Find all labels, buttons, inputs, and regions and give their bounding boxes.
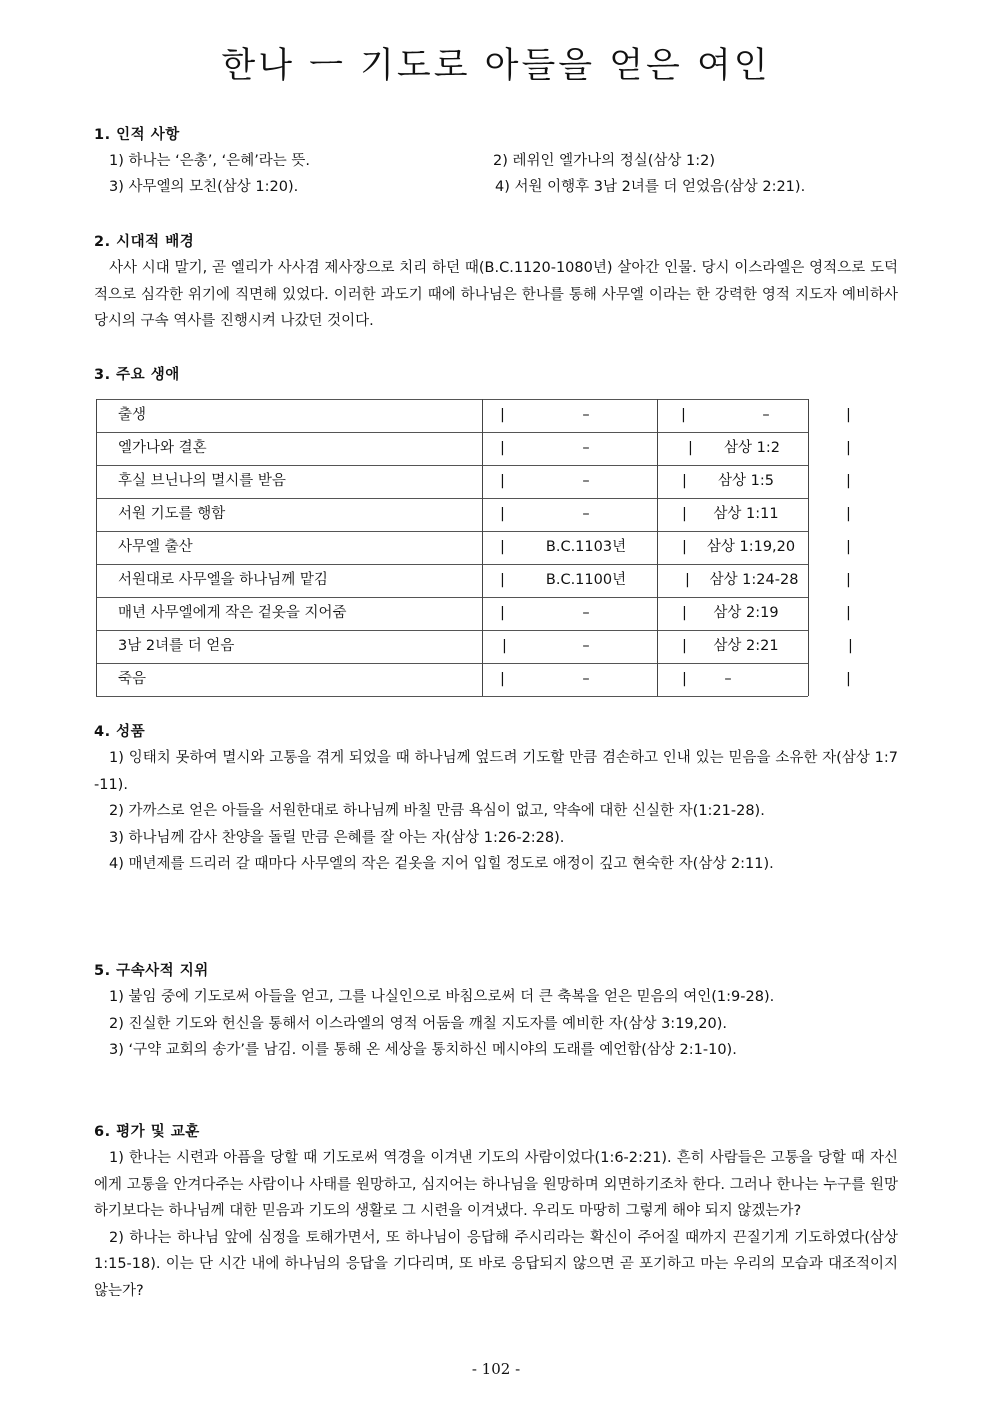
row-divider: | <box>500 671 505 687</box>
row-divider: | <box>500 572 505 588</box>
info-item: 1) 하나는 ‘은총’, ‘은혜’라는 뜻. <box>109 153 311 169</box>
event-cell: 죽음 <box>118 671 147 687</box>
row-divider: | <box>846 407 851 423</box>
row-divider: | <box>846 473 851 489</box>
row-divider: | <box>500 440 505 456</box>
row-divider: | <box>500 605 505 621</box>
info-item: 4) 서원 이행후 3남 2녀를 더 얻었음(삼상 2:21). <box>495 179 806 195</box>
row-divider: | <box>846 440 851 456</box>
date-cell: B.C.1103년 <box>545 539 627 555</box>
ref-cell: 삼상 2:21 <box>713 638 779 654</box>
row-divider: | <box>685 572 690 588</box>
paragraph: 1) 불임 중에 기도로써 아들을 얻고, 그를 나실인으로 바침으로써 더 큰 축복을 얻은 믿음의 여인(1:9-28). <box>109 989 775 1005</box>
row-divider: | <box>688 440 693 456</box>
date-cell: – <box>582 473 590 489</box>
page-number: - 102 - <box>471 1360 521 1378</box>
ref-cell: 삼상 1:2 <box>724 440 780 456</box>
section-evaluation <box>94 1119 898 1304</box>
section-heading: 6. 평가 및 교훈 <box>94 1124 200 1140</box>
section-background <box>94 229 898 335</box>
ref-cell: 삼상 1:24-28 <box>709 572 799 588</box>
row-divider: | <box>682 605 687 621</box>
section-heading: 3. 주요 생애 <box>94 367 180 383</box>
paragraph: 1) 한나는 시련과 아픔을 당할 때 기도로써 역경을 이겨낸 기도의 사람이었다(1:6-2:21). 흔히 사람들은 고통을 당할 때 자신에게 고통을 안겨다주는 사람이나 사태를 원망하고, 심지어는 하나님을 원망하며 외면하기조차 한다. 그러나 한나는 누구를 원망하기보다는 하나님께 대한 믿음과 기도의 생활로 그 시련을 이겨냈다. 우리도 마땅히 그렇게 해야 되지 않겠는가? <box>94 1150 898 1219</box>
paragraph: 3) 하나님께 감사 찬양을 돌릴 만큼 은혜를 잘 아는 자(삼상 1:26-2:28). <box>109 829 565 846</box>
paragraph: 2) 진실한 기도와 헌신을 통해서 이스라엘의 영적 어둠을 깨칠 지도자를 예비한 자(삼상 3:19,20). <box>109 1015 727 1032</box>
info-item: 3) 사무엘의 모친(삼상 1:20). <box>109 179 299 195</box>
row-divider: | <box>682 506 687 522</box>
section-personal-info <box>94 122 898 200</box>
row-divider: | <box>846 506 851 522</box>
row-divider: | <box>681 407 686 423</box>
section-heading: 4. 성품 <box>94 724 146 740</box>
date-cell: – <box>582 638 590 654</box>
row-divider: | <box>500 407 505 423</box>
section-heading: 1. 인적 사항 <box>94 127 180 143</box>
paragraph: 4) 매년제를 드리러 갈 때마다 사무엘의 작은 겉옷을 지어 입힐 정도로 애정이 깊고 현숙한 자(삼상 2:11). <box>109 856 774 872</box>
page-title: 한나 ㅡ 기도로 아들을 얻은 여인 <box>221 46 771 86</box>
row-divider: | <box>682 638 687 654</box>
event-cell: 3남 2녀를 더 얻음 <box>118 638 235 654</box>
event-cell: 서원대로 사무엘을 하나님께 맡김 <box>118 572 328 588</box>
date-cell: – <box>582 407 590 423</box>
row-divider: | <box>682 539 687 555</box>
row-divider: | <box>500 473 505 489</box>
paragraph: 1) 잉태치 못하여 멸시와 고통을 겪게 되었을 때 하나님께 엎드려 기도할 만큼 겸손하고 인내 있는 믿음을 소유한 자(삼상 1:7-11). <box>94 750 898 793</box>
event-cell: 매년 사무엘에게 작은 겉옷을 지어줌 <box>118 605 347 621</box>
row-divider: | <box>682 671 687 687</box>
paragraph: 사사 시대 말기, 곧 엘리가 사사겸 제사장으로 치리 하던 때(B.C.1120-1080년) 살아간 인물. 당시 이스라엘은 영적으로 도덕적으로 심각한 위기에 직면해 있었다. 이러한 과도기 때에 하나님은 한나를 통해 사무엘 이라는 한 강력한 영적 지도자 예비하사 당시의 구속 역사를 진행시켜 나갔던 것이다. <box>94 260 898 329</box>
ref-cell: – <box>762 407 770 423</box>
ref-cell: 삼상 2:19 <box>713 605 779 621</box>
info-item: 2) 레위인 엘가나의 정실(삼상 1:2) <box>493 153 716 169</box>
ref-cell: 삼상 1:5 <box>718 473 774 489</box>
row-divider: | <box>500 539 505 555</box>
row-divider: | <box>846 572 851 588</box>
row-divider: | <box>846 605 851 621</box>
row-divider: | <box>682 473 687 489</box>
event-cell: 서원 기도를 행함 <box>118 506 226 522</box>
row-divider: | <box>846 539 851 555</box>
event-cell: 엘가나와 결혼 <box>118 440 207 456</box>
ref-cell: – <box>724 671 732 687</box>
event-cell: 후실 브닌나의 멸시를 받음 <box>118 473 286 489</box>
section-redemptive-status <box>94 958 898 1064</box>
section-heading: 2. 시대적 배경 <box>94 234 195 250</box>
date-cell: – <box>582 671 590 687</box>
row-divider: | <box>500 506 505 522</box>
row-divider: | <box>846 671 851 687</box>
ref-cell: 삼상 1:19,20 <box>706 539 796 555</box>
section-character <box>94 719 898 878</box>
date-cell: – <box>582 605 590 621</box>
date-cell: – <box>582 506 590 522</box>
ref-cell: 삼상 1:11 <box>713 506 779 522</box>
event-cell: 사무엘 출산 <box>118 539 193 555</box>
paragraph: 2) 가까스로 얻은 아들을 서원한대로 하나님께 바칠 만큼 욕심이 없고, 약속에 대한 신실한 자(1:21-28). <box>109 803 765 819</box>
row-divider: | <box>848 638 853 654</box>
date-cell: B.C.1100년 <box>545 572 627 588</box>
row-divider: | <box>502 638 507 654</box>
section-life <box>94 362 898 388</box>
paragraph: 2) 하나는 하나님 앞에 심정을 토해가면서, 또 하나님이 응답해 주시리라는 확신이 주어질 때까지 끈질기게 기도하였다(삼상1:15-18). 이는 단 시간 내에 하나님의 응답을 기다리며, 또 바로 응답되지 않으면 곧 포기하고 마는 우리의 모습과 대조적이지 않는가? <box>94 1229 898 1299</box>
paragraph: 3) ‘구약 교회의 송가’를 남김. 이를 통해 온 세상을 통치하신 메시야의 도래를 예언함(삼상 2:1-10). <box>109 1042 737 1058</box>
date-cell: – <box>582 440 590 456</box>
section-heading: 5. 구속사적 지위 <box>94 963 209 979</box>
event-cell: 출생 <box>118 407 147 423</box>
